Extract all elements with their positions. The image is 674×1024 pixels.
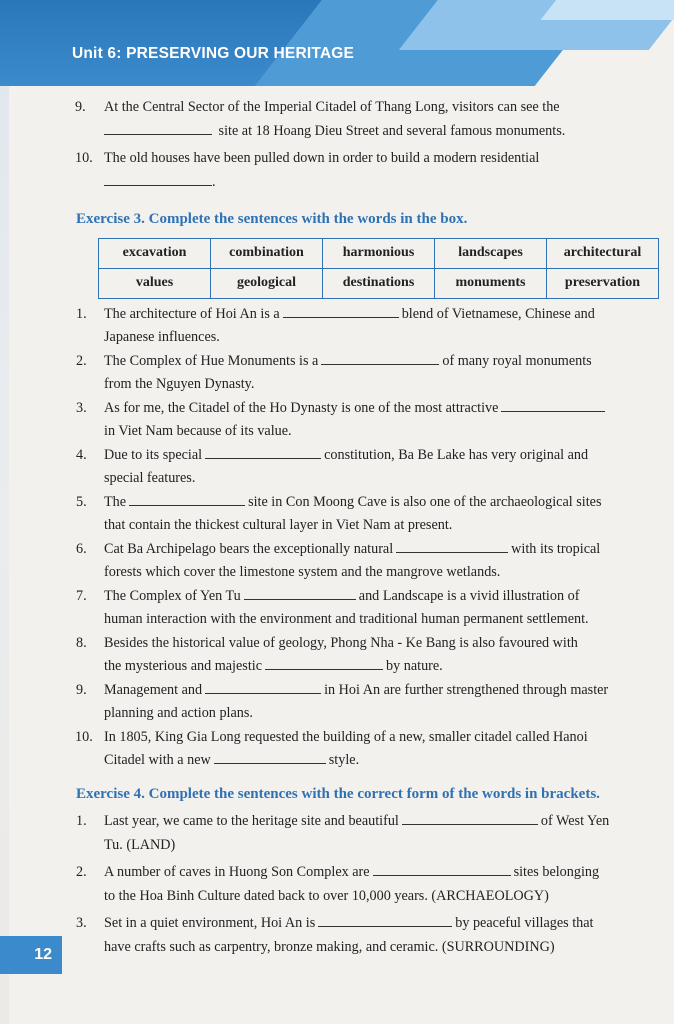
answer-blank[interactable] [244,585,356,600]
page-content [72,96,674,959]
exercise-3-item-5: 5. The site in Con Moong Cave is also one of the archaeological sites that contain the thickest cultural layer in Viet Nam at present. [72,491,674,538]
word-box-cell: monuments [435,268,547,298]
exercise-3-item-7: 7. The Complex of Yen Tu and Landscape is a vivid illustration of human interaction with the environment and traditional human permanent settlement. [72,585,674,632]
exercise-3-item-9: 9. Management and in Hoi An are further strengthened through master planning and action plans. [72,679,674,726]
answer-blank[interactable] [104,171,212,186]
exercise-4-item-1: 1. Last year, we came to the heritage site and beautiful of West Yen Tu. (LAND) [72,810,674,857]
exercise-3-item-10: 10. In 1805, King Gia Long requested the building of a new, smaller citadel called Hanoi Citadel with a new style. [75,728,588,768]
word-box-cell: harmonious [323,238,435,268]
answer-blank[interactable] [205,444,321,459]
answer-blank[interactable] [214,749,326,764]
answer-blank[interactable] [318,912,452,927]
word-box [98,238,659,299]
page-number-badge: 12 [0,936,62,974]
exercise-3-item-6: 6. Cat Ba Archipelago bears the exceptionally natural with its tropical forests which cover the limestone system and the mangrove wetlands. [72,538,674,585]
word-box-cell: geological [211,268,323,298]
exercise-3-item-2: 2. The Complex of Hue Monuments is a of many royal monuments from the Nguyen Dynasty. [72,350,674,397]
exercise-3-item-3: 3. As for me, the Citadel of the Ho Dynasty is one of the most attractive in Viet Nam because of its value. [72,397,674,444]
exercise-4-item-2: 2. A number of caves in Huong Son Complex are sites belonging to the Hoa Binh Culture dated back to over 10,000 years. (ARCHAEOLOGY) [72,861,674,908]
prev-item-10: 10. The old houses have been pulled down in order to build a modern residential . [75,150,540,190]
exercise-3-item-4: 4. Due to its special constitution, Ba Be Lake has very original and special features. [72,444,674,491]
exercise-3-item-1: 1. The architecture of Hoi An is a blend of Vietnamese, Chinese and Japanese influences. [72,303,674,350]
exercise-4-heading: Exercise 4. Complete the sentences with the correct form of the words in brackets. [76,785,600,802]
answer-blank[interactable] [104,120,212,135]
unit-header-banner [0,0,674,86]
answer-blank[interactable] [402,810,538,825]
answer-blank[interactable] [205,679,321,694]
word-box-cell: architectural [547,238,659,268]
answer-blank[interactable] [373,861,511,876]
header-wedge [540,0,674,20]
answer-blank[interactable] [396,538,508,553]
word-box-cell: landscapes [435,238,547,268]
answer-blank[interactable] [265,655,383,670]
word-box-cell: preservation [547,268,659,298]
unit-title: Unit 6: PRESERVING OUR HERITAGE [72,45,355,62]
page-edge-stripe [0,0,9,1024]
word-box-cell: excavation [99,238,211,268]
word-box-row [99,268,659,298]
exercise-3-heading: Exercise 3. Complete the sentences with the words in the box. [76,211,468,227]
word-box-cell: values [99,268,211,298]
word-box-cell: destinations [323,268,435,298]
answer-blank[interactable] [283,303,399,318]
prev-item-9: 9. At the Central Sector of the Imperial Citadel of Thang Long, visitors can see the site at 18 Hoang Dieu Street and several famous monuments. [75,99,566,139]
answer-blank[interactable] [501,397,605,412]
exercise-3-item-8: 8. Besides the historical value of geology, Phong Nha - Ke Bang is also favoured with the mysterious and majestic by nature. [76,634,578,674]
word-box-cell: combination [211,238,323,268]
answer-blank[interactable] [129,491,245,506]
word-box-row [99,238,659,268]
answer-blank[interactable] [321,350,439,365]
exercise-4-item-3: 3. Set in a quiet environment, Hoi An is by peaceful villages that have crafts such as carpentry, bronze making, and ceramic. (SURROUNDING) [72,912,674,959]
